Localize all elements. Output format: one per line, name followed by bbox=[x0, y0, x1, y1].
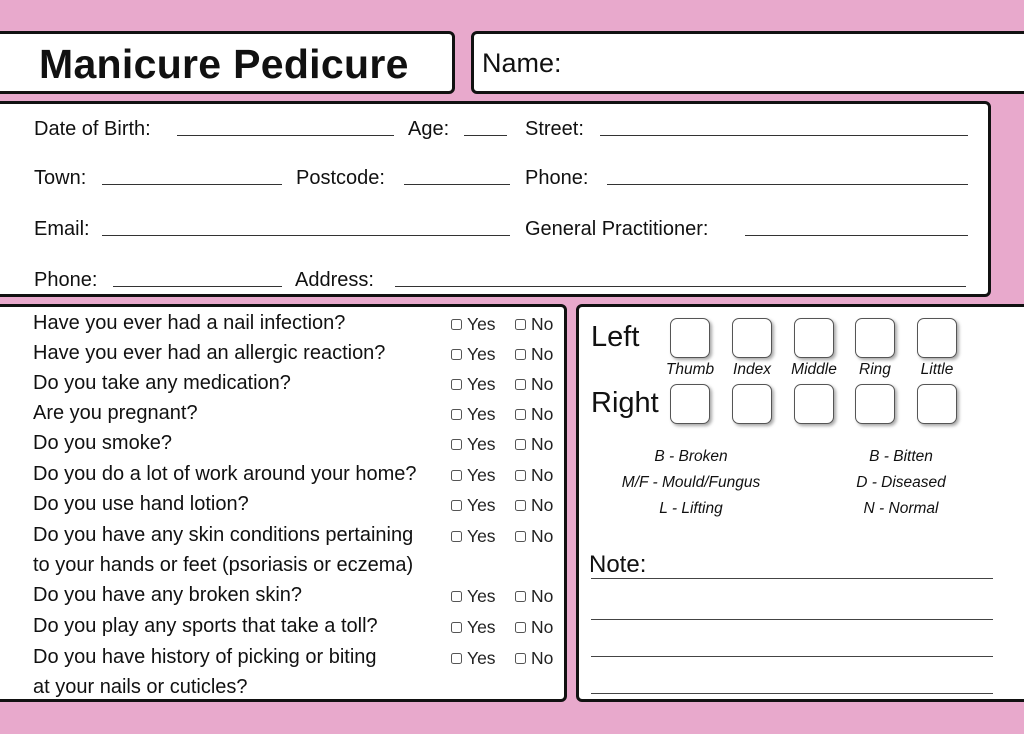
street-field[interactable] bbox=[600, 135, 968, 136]
gp-field[interactable] bbox=[745, 235, 968, 236]
yes-checkbox[interactable] bbox=[451, 349, 462, 360]
no-checkbox[interactable] bbox=[515, 379, 526, 390]
street-label: Street: bbox=[525, 118, 584, 140]
no-checkbox[interactable] bbox=[515, 653, 526, 664]
note-line[interactable] bbox=[591, 578, 993, 579]
yes-option[interactable]: Yes bbox=[451, 648, 496, 669]
legend-item: L - Lifting bbox=[659, 500, 723, 517]
left-ring-box[interactable] bbox=[855, 318, 895, 358]
question-text: Do you have any skin conditions pertaining bbox=[33, 524, 414, 546]
yes-checkbox[interactable] bbox=[451, 622, 462, 633]
question-text: Are you pregnant? bbox=[33, 402, 198, 424]
question-text-continued: at your nails or cuticles? bbox=[33, 676, 248, 698]
page-title: Manicure Pedicure bbox=[39, 41, 409, 87]
town-label: Town: bbox=[34, 167, 87, 189]
note-line[interactable] bbox=[591, 619, 993, 620]
finger-label-ring: Ring bbox=[859, 361, 891, 378]
finger-label-little: Little bbox=[920, 361, 954, 378]
left-index-box[interactable] bbox=[732, 318, 772, 358]
email-field[interactable] bbox=[102, 235, 510, 236]
question-text: Do you smoke? bbox=[33, 432, 172, 454]
yes-option[interactable]: Yes bbox=[451, 314, 496, 335]
right-thumb-box[interactable] bbox=[670, 384, 710, 424]
phone2-field[interactable] bbox=[113, 286, 282, 287]
no-option[interactable]: No bbox=[515, 617, 553, 638]
no-checkbox[interactable] bbox=[515, 349, 526, 360]
no-checkbox[interactable] bbox=[515, 622, 526, 633]
title-box bbox=[0, 31, 455, 94]
health-questions-section bbox=[0, 304, 567, 702]
legend-item: M/F - Mould/Fungus bbox=[621, 474, 761, 491]
no-checkbox[interactable] bbox=[515, 439, 526, 450]
yes-option[interactable]: Yes bbox=[451, 495, 496, 516]
finger-label-index: Index bbox=[733, 361, 771, 378]
town-field[interactable] bbox=[102, 184, 282, 185]
question-text: Have you ever had a nail infection? bbox=[33, 312, 346, 334]
legend-item: N - Normal bbox=[863, 500, 939, 517]
yes-checkbox[interactable] bbox=[451, 409, 462, 420]
right-middle-box[interactable] bbox=[794, 384, 834, 424]
no-option[interactable]: No bbox=[515, 648, 553, 669]
note-label: Note: bbox=[589, 551, 647, 578]
no-checkbox[interactable] bbox=[515, 500, 526, 511]
left-little-box[interactable] bbox=[917, 318, 957, 358]
no-checkbox[interactable] bbox=[515, 531, 526, 542]
right-little-box[interactable] bbox=[917, 384, 957, 424]
right-ring-box[interactable] bbox=[855, 384, 895, 424]
gp-label: General Practitioner: bbox=[525, 218, 709, 240]
address-label: Address: bbox=[295, 269, 374, 291]
name-label: Name: bbox=[482, 48, 562, 78]
question-text: Do you take any medication? bbox=[33, 372, 291, 394]
yes-option[interactable]: Yes bbox=[451, 586, 496, 607]
no-checkbox[interactable] bbox=[515, 591, 526, 602]
postcode-field[interactable] bbox=[404, 184, 510, 185]
legend-item: D - Diseased bbox=[856, 474, 946, 491]
legend-item: B - Broken bbox=[654, 448, 728, 465]
yes-checkbox[interactable] bbox=[451, 653, 462, 664]
left-hand-label: Left bbox=[591, 321, 640, 353]
no-checkbox[interactable] bbox=[515, 319, 526, 330]
no-option[interactable]: No bbox=[515, 465, 553, 486]
yes-checkbox[interactable] bbox=[451, 439, 462, 450]
no-checkbox[interactable] bbox=[515, 409, 526, 420]
age-field[interactable] bbox=[464, 135, 507, 136]
yes-checkbox[interactable] bbox=[451, 531, 462, 542]
yes-checkbox[interactable] bbox=[451, 319, 462, 330]
question-text: Do you use hand lotion? bbox=[33, 493, 249, 515]
address-field[interactable] bbox=[395, 286, 966, 287]
name-field[interactable] bbox=[471, 31, 1024, 94]
no-option[interactable]: No bbox=[515, 344, 553, 365]
no-option[interactable]: No bbox=[515, 374, 553, 395]
no-option[interactable]: No bbox=[515, 404, 553, 425]
finger-label-thumb: Thumb bbox=[665, 361, 715, 378]
postcode-label: Postcode: bbox=[296, 167, 385, 189]
age-label: Age: bbox=[408, 118, 450, 140]
legend-item: B - Bitten bbox=[869, 448, 933, 465]
no-option[interactable]: No bbox=[515, 314, 553, 335]
yes-option[interactable]: Yes bbox=[451, 404, 496, 425]
finger-label-middle: Middle bbox=[791, 361, 837, 378]
left-middle-box[interactable] bbox=[794, 318, 834, 358]
dob-label: Date of Birth: bbox=[34, 118, 151, 140]
no-option[interactable]: No bbox=[515, 526, 553, 547]
yes-option[interactable]: Yes bbox=[451, 344, 496, 365]
note-line[interactable] bbox=[591, 656, 993, 657]
note-line[interactable] bbox=[591, 693, 993, 694]
left-thumb-box[interactable] bbox=[670, 318, 710, 358]
client-info-section bbox=[0, 101, 991, 297]
yes-option[interactable]: Yes bbox=[451, 374, 496, 395]
yes-checkbox[interactable] bbox=[451, 379, 462, 390]
yes-checkbox[interactable] bbox=[451, 500, 462, 511]
question-text: Do you play any sports that take a toll? bbox=[33, 615, 378, 637]
question-text: Have you ever had an allergic reaction? bbox=[33, 342, 386, 364]
yes-option[interactable]: Yes bbox=[451, 617, 496, 638]
no-option[interactable]: No bbox=[515, 434, 553, 455]
yes-option[interactable]: Yes bbox=[451, 526, 496, 547]
yes-checkbox[interactable] bbox=[451, 591, 462, 602]
yes-option[interactable]: Yes bbox=[451, 465, 496, 486]
no-checkbox[interactable] bbox=[515, 470, 526, 481]
yes-checkbox[interactable] bbox=[451, 470, 462, 481]
no-option[interactable]: No bbox=[515, 495, 553, 516]
right-index-box[interactable] bbox=[732, 384, 772, 424]
email-label: Email: bbox=[34, 218, 90, 240]
yes-option[interactable]: Yes bbox=[451, 434, 496, 455]
no-option[interactable]: No bbox=[515, 586, 553, 607]
phone-field[interactable] bbox=[607, 184, 968, 185]
question-text: Do you have any broken skin? bbox=[33, 584, 303, 606]
nail-chart-section bbox=[576, 304, 1024, 702]
right-hand-label: Right bbox=[591, 387, 659, 419]
phone-label: Phone: bbox=[525, 167, 589, 189]
question-text: Do you have history of picking or biting bbox=[33, 646, 377, 668]
question-text-continued: to your hands or feet (psoriasis or eczema) bbox=[33, 554, 414, 576]
phone2-label: Phone: bbox=[34, 269, 98, 291]
dob-field[interactable] bbox=[177, 135, 394, 136]
question-text: Do you do a lot of work around your home? bbox=[33, 463, 417, 485]
